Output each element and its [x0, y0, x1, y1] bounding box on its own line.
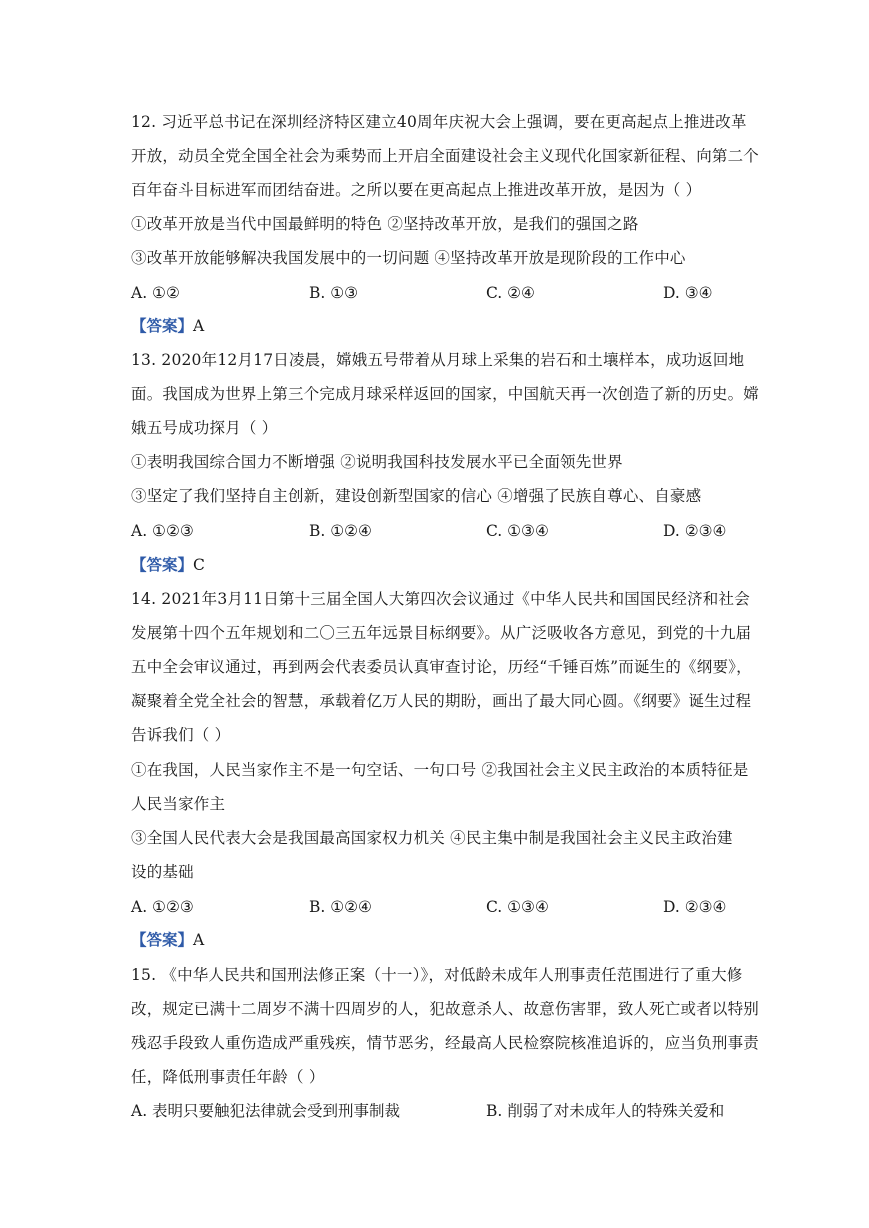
answer-tag: 【答案】: [131, 316, 194, 335]
answer-value: C: [193, 556, 205, 574]
question-text-line: ①在我国，人民当家作主不是一句空话、一句口号 ②我国社会主义民主政治的本质特征是: [131, 761, 749, 779]
question-text-line: 13. 2020年12月17日凌晨，嫦娥五号带着从月球上采集的岩石和土壤样本，成功返回地: [131, 351, 745, 369]
question-text-line: 残忍手段致人重伤造成严重残疾，情节恶劣，经最高人民检察院核准追诉的，应当负刑事责: [131, 1034, 760, 1052]
question-text-line: 面。我国成为世界上第三个完成月球采样返回的国家，中国航天再一次创造了新的历史。嫦: [131, 385, 760, 403]
option-c: C. ①③④: [486, 898, 549, 916]
question-text-line: 开放，动员全党全国全社会为乘势而上开启全面建设社会主义现代化国家新征程、向第二个: [131, 147, 760, 165]
question-text-line: 发展第十四个五年规划和二〇三五年远景目标纲要》。从广泛吸收各方意见，到党的十九届: [131, 624, 752, 642]
question-text-line: 改，规定已满十二周岁不满十四周岁的人，犯故意杀人、故意伤害罪，致人死亡或者以特别: [131, 1000, 760, 1018]
option-a: A. ①②: [131, 284, 180, 302]
answer-value: A: [193, 931, 205, 949]
question-text-line: 任，降低刑事责任年龄（ ）: [131, 1068, 325, 1086]
question-text-line: ①改革开放是当代中国最鲜明的特色 ②坚持改革开放，是我们的强国之路: [131, 215, 639, 233]
question-text-line: 14. 2021年3月11日第十三届全国人大第四次会议通过《中华人民共和国国民经济和社会: [131, 590, 750, 608]
question-text-line: 设的基础: [131, 863, 194, 881]
option-c: C. ①③④: [486, 522, 549, 540]
answer-value: A: [193, 317, 205, 335]
option-a: A. ①②③: [131, 522, 194, 540]
option-b: B. ①②④: [309, 898, 372, 916]
answer: [131, 316, 204, 336]
option-c: C. ②④: [486, 284, 535, 302]
question-text-line: 五中全会审议通过，再到两会代表委员认真审查讨论，历经“千锤百炼”而诞生的《纲要》，: [131, 658, 752, 676]
question-text-line: 15. 《中华人民共和国刑法修正案（十一）》，对低龄未成年人刑事责任范围进行了重大修: [131, 966, 743, 984]
option-a: A. ①②③: [131, 898, 194, 916]
option-a: A. 表明只要触犯法律就会受到刑事制裁: [131, 1102, 401, 1120]
answer-tag: 【答案】: [131, 555, 194, 574]
option-d: D. ②③④: [663, 898, 727, 916]
question-text-line: 娥五号成功探月（ ）: [131, 419, 278, 437]
question-text-line: 12. 习近平总书记在深圳经济特区建立40周年庆祝大会上强调，要在更高起点上推进改革: [131, 113, 747, 131]
question-text-line: ①表明我国综合国力不断增强 ②说明我国科技发展水平已全面领先世界: [131, 453, 623, 471]
question-text-line: 凝聚着全党全社会的智慧，承载着亿万人民的期盼，画出了最大同心圆。《纲要》诞生过程: [131, 692, 752, 710]
question-text-line: 告诉我们（ ）: [131, 726, 231, 744]
question-text-line: 人民当家作主: [131, 795, 226, 813]
option-b: B. ①②④: [309, 522, 372, 540]
option-b: B. 削弱了对未成年人的特殊关爱和: [486, 1102, 725, 1120]
option-d: D. ②③④: [663, 522, 727, 540]
question-text-line: ③改革开放能够解决我国发展中的一切问题 ④坚持改革开放是现阶段的工作中心: [131, 249, 686, 267]
option-b: B. ①③: [309, 284, 359, 302]
option-d: D. ③④: [663, 284, 713, 302]
question-text-line: ③坚定了我们坚持自主创新，建设创新型国家的信心 ④增强了民族自尊心、自豪感: [131, 487, 702, 505]
answer: [131, 555, 205, 575]
question-text-line: 百年奋斗目标进军而团结奋进。之所以要在更高起点上推进改革开放，是因为（ ）: [131, 181, 702, 199]
answer-tag: 【答案】: [131, 930, 194, 949]
answer: [131, 930, 204, 950]
question-text-line: ③全国人民代表大会是我国最高国家权力机关 ④民主集中制是我国社会主义民主政治建: [131, 829, 733, 847]
